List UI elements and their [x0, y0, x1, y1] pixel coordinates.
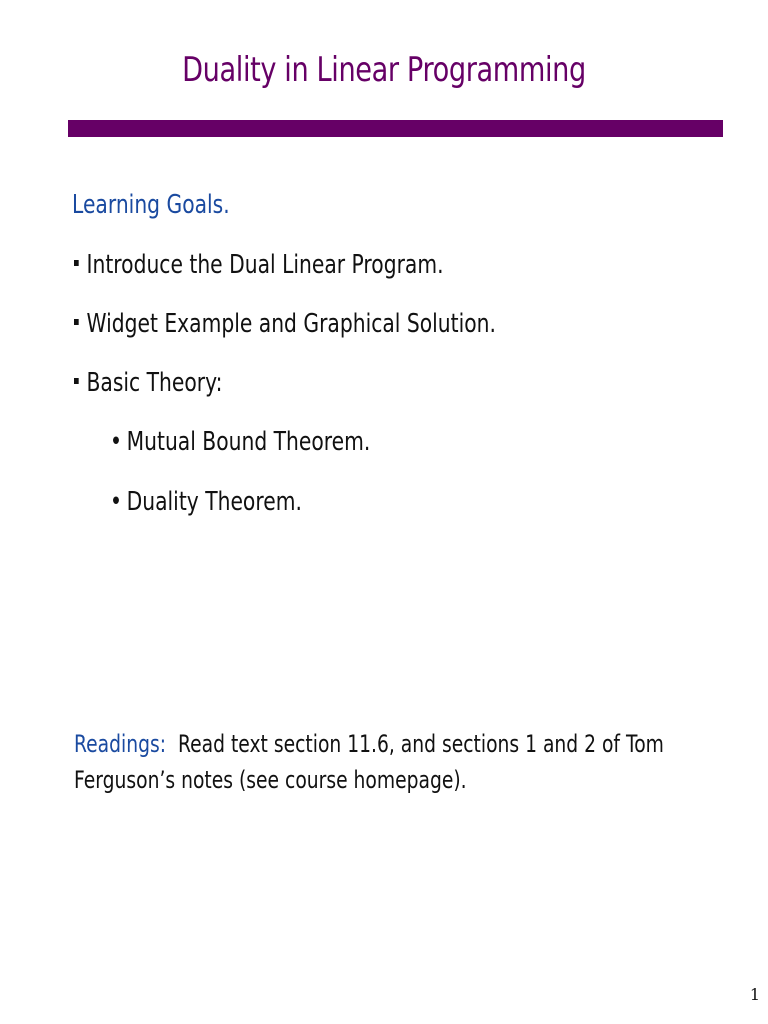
goal-item-text: Basic Theory:	[86, 368, 223, 398]
square-bullet-icon	[74, 260, 79, 266]
goal-subitem	[110, 487, 302, 517]
goal-item	[74, 368, 222, 398]
page-number: 1	[749, 985, 760, 1004]
learning-goals-heading: Learning Goals.	[72, 190, 230, 220]
goal-item	[74, 309, 496, 339]
readings-line-2	[74, 766, 467, 794]
goal-item	[74, 250, 444, 280]
goal-subitem	[110, 427, 370, 457]
title-underline-bar	[68, 120, 723, 137]
readings-text-1: Read text section 11.6, and sections 1 and 2 of Tom	[177, 730, 664, 758]
square-bullet-icon	[74, 378, 79, 384]
goal-subitem-text: Duality Theorem.	[126, 487, 302, 517]
dot-bullet-icon: •	[110, 427, 122, 457]
dot-bullet-icon: •	[110, 487, 122, 517]
goal-item-text: Introduce the Dual Linear Program.	[86, 250, 444, 280]
readings-line-1	[74, 730, 664, 758]
readings-label: Readings:	[74, 730, 167, 758]
square-bullet-icon	[74, 319, 79, 325]
goal-item-text: Widget Example and Graphical Solution.	[86, 309, 496, 339]
readings-text-2: Ferguson’s notes (see course homepage).	[74, 766, 467, 794]
goal-subitem-text: Mutual Bound Theorem.	[126, 427, 371, 457]
slide-title: Duality in Linear Programming	[182, 50, 586, 90]
